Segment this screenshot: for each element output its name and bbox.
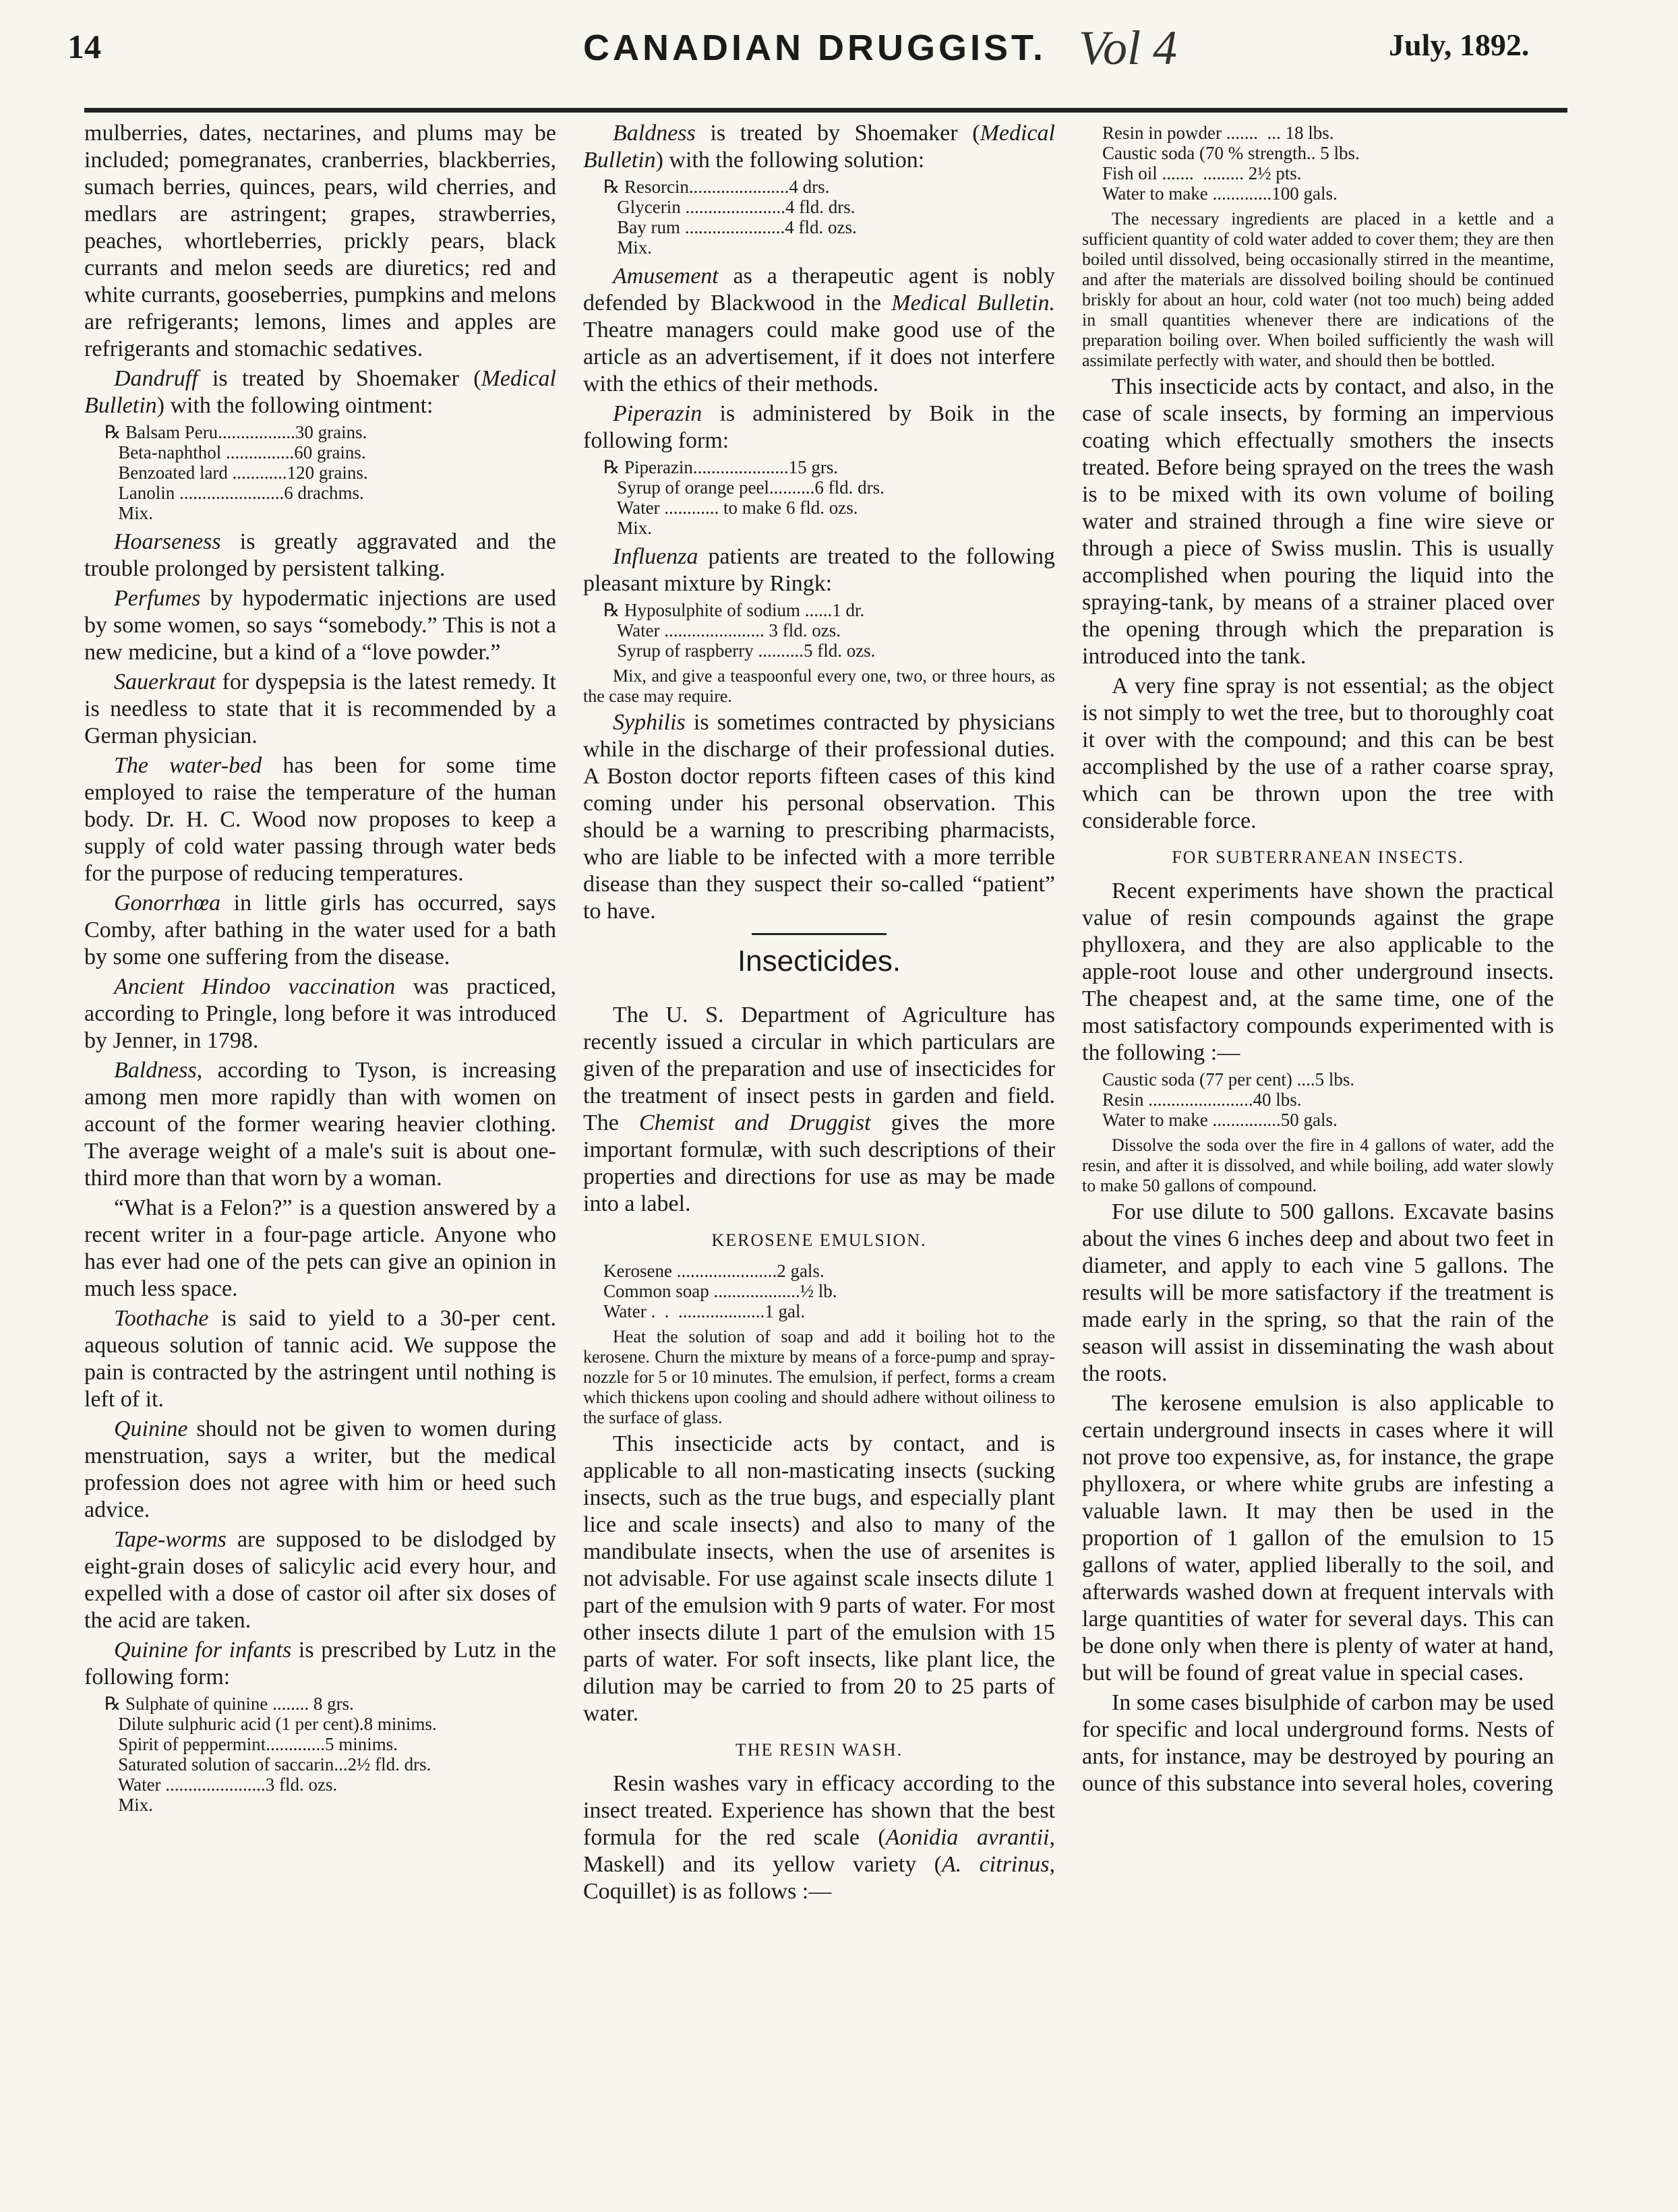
- prescription: ℞ Sulphate of quinine ........ 8 grs. Dilute sulphuric acid (1 per cent).8 minims. Spirit of peppermint.............5 minims. Saturated solution of saccarin...2½ fld. drs. Water ......................3 fld. ozs. Mix.: [104, 1694, 437, 1815]
- paragraph-baldness-solution: Baldness is treated by Shoemaker (Medical Bulletin) with the following solution:: [583, 121, 1055, 173]
- prescription: ℞ Resorcin......................4 drs. Glycerin ......................4 fld. drs. Bay rum ......................4 fld. ozs. Mix.: [603, 177, 857, 258]
- prescription: ℞ Hyposulphite of sodium ......1 dr. Water ...................... 3 fld. ozs. Syrup of raspberry ..........5 fld. ozs.: [603, 600, 876, 661]
- paragraph: A very fine spray is not essential; as the object is not simply to wet the tree, but to thoroughly coat it over with the compound; and this can be best accomplished by the use of a rather coarse spray, which can be thrown upon the tree with considerable force.: [1082, 674, 1554, 833]
- paragraph-hoarseness: Hoarseness is greatly aggravated and the trouble prolonged by persistent talking.: [84, 529, 556, 581]
- paragraph: For use dilute to 500 gallons. Excavate basins about the vines 6 inches deep and about two feet in diameter, and apply to each vine 5 gallons. The results will be more satisfactory if the treatment is made early in the spring, so that the rain of the season will assist in disseminating the wash about the roots.: [1082, 1199, 1554, 1386]
- paragraph-quinine: Quinine should not be given to women during menstruation, says a writer, but the medical profession does not agree with him or heed such advice.: [84, 1416, 556, 1522]
- kerosene-note: Heat the solution of soap and add it boiling hot to the kerosene. Churn the mixture by means of a force-pump and spray-nozzle for 5 or 10 minutes. The emulsion, if perfect, forms a cream which thickens upon cooling and should adhere without oiliness to the surface of glass.: [583, 1327, 1055, 1427]
- paragraph: Recent experiments have shown the practical value of resin compounds against the grape phylloxera, and they are also applicable to the apple-root louse and other underground insects. The cheapest and, at the same time, one of the most satisfactory compounds experimented with is the following :—: [1082, 878, 1554, 1065]
- paragraph-perfumes: Perfumes by hypodermatic injections are used by some women, so says “somebody.” This is not a new medicine, but a kind of a “love powder.”: [84, 586, 556, 665]
- prescription: Caustic soda (77 per cent) ....5 lbs. Resin .......................40 lbs. Water to make ...............50 gals.: [1102, 1069, 1355, 1130]
- section-heading: Insecticides.: [583, 948, 1055, 975]
- paragraph-waterbed: The water-bed has been for some time employed to raise the temperature of the human body. Dr. H. C. Wood now proposes to keep a supply of cold water passing through water beds for the purpose of reducing temperatures.: [84, 753, 556, 886]
- prescription: ℞ Balsam Peru.................30 grains. Beta-naphthol ...............60 grains. Benzoated lard ............120 grains. Lanolin .......................6 drachms. Mix.: [104, 422, 368, 523]
- paragraph: This insecticide acts by contact, and also, in the case of scale insects, by forming an impervious coating which effectually smothers the insects treated. Before being sprayed on the trees the wash is to be mixed with its own volume of boiling water and strained through a fine wire sieve or through a piece of Swiss muslin. This is usually accomplished when pouring the liquid into the spraying-tank, by means of a strainer placed over the opening through which the preparation is introduced into the tank.: [1082, 374, 1554, 669]
- journal-title: CANADIAN DRUGGIST.: [583, 28, 1047, 68]
- column-3: [1082, 120, 1554, 1800]
- paragraph: The kerosene emulsion is also applicable to certain underground insects in cases where it will not prove too expensive, as, for instance, the grape phylloxera, or where white grubs are infesting a valuable lawn. It may then be used in the proportion of 1 gallon of the emulsion to 15 gallons of water, applied liberally to the soil, and afterwards washed down at frequent intervals with large quantities of water for several days. This can be done only when there is plenty of water at hand, but will be found of great value in special cases.: [1082, 1391, 1554, 1685]
- prescription: Kerosene ......................2 gals. Common soap ...................½ lb. Water . . ...................1 gal.: [603, 1261, 837, 1321]
- column-1: [84, 120, 556, 1820]
- resin-wash-note: The necessary ingredients are placed in a kettle and a sufficient quantity of cold water added to cover them; they are then boiled until dissolved, being occasionally stirred in the meantime, and after the materials are dissolved boiling should be continued briskly for about an hour, cold water (not too much) being added in small quantities whenever there are indications of the preparation boiling over. When boiled sufficiently the wash will assimilate perfectly with water, and should then be bottled.: [1082, 209, 1554, 370]
- page-number: 14: [67, 28, 101, 65]
- paragraph-toothache: Toothache is said to yield to a 30-per cent. aqueous solution of tannic acid. We suppose the pain is contracted by the astringent until nothing is left of it.: [84, 1306, 556, 1412]
- paragraph-syphilis: Syphilis is sometimes contracted by physicians while in the discharge of their professional duties. A Boston doctor reports fifteen cases of this kind coming under his personal observation. This should be a warning to prescribing pharmacists, who are liable to be infected with a more terrible disease than they suspect their so-called “patient” to have.: [583, 710, 1055, 924]
- paragraph-sauerkraut: Sauerkraut for dyspepsia is the latest remedy. It is needless to state that it is recommended by a German physician.: [84, 669, 556, 748]
- prescription: ℞ Piperazin.....................15 grs. Syrup of orange peel..........6 fld. drs. Water ............ to make 6 fld. ozs. Mix.: [603, 457, 885, 538]
- paragraph-contact: This insecticide acts by contact, and is applicable to all non-masticating insects (sucking insects, such as the true bugs, and especially plant lice and scale insects) and also to many of the mandibulate insects, when the use of arsenites is not advisable. For use against scale insects dilute 1 part of the emulsion with 9 parts of water. For most other insects dilute 1 part of the emulsion with 15 parts of water. For soft insects, like plant lice, the dilution may be carried to from 20 to 25 parts of water.: [583, 1431, 1055, 1726]
- paragraph-resin: Resin washes vary in efficacy according to the insect treated. Experience has shown that the best formula for the red scale (Aonidia avrantii, Maskell) and its yellow variety (A. citrinus, Coquillet) is as follows :—: [583, 1771, 1056, 1904]
- subheading-subterranean: FOR SUBTERRANEAN INSECTS.: [1172, 847, 1464, 867]
- paragraph-influenza: Influenza patients are treated to the following pleasant mixture by Ringk:: [583, 544, 1055, 596]
- paragraph-gonorrhoea: Gonorrhœa in little girls has occurred, says Comby, after bathing in the water used for a bath by some one suffering from the disease.: [84, 891, 556, 969]
- paragraph-quinine-infants: Quinine for infants is prescribed by Lutz in the following form:: [84, 1638, 556, 1690]
- prescription: Resin in powder ....... ... 18 lbs. Caustic soda (70 % strength.. 5 lbs. Fish oil ....... ......... 2½ pts. Water to make .............100 gals.: [1102, 123, 1360, 204]
- compound-note: Dissolve the soda over the fire in 4 gallons of water, add the resin, and after it is dissolved, and while boiling, add water slowly to make 50 gallons of compound.: [1082, 1135, 1554, 1195]
- paragraph-felon: “What is a Felon?” is a question answered by a recent writer in a four-page article. Anyone who has ever had one of the pets can give an opinion in much less space.: [84, 1195, 556, 1301]
- term: Dandruff: [114, 366, 198, 391]
- paragraph-baldness: Baldness, according to Tyson, is increasing among men more rapidly than with women on account of the former wearing heavier clothing. The average weight of a male's suit is about one-third more than that worn by a woman.: [84, 1058, 556, 1191]
- issue-date: July, 1892.: [1389, 28, 1530, 62]
- header-rule: [84, 108, 1567, 113]
- prescription-note: Mix, and give a teaspoonful every one, two, or three hours, as the case may require.: [583, 666, 1055, 706]
- subheading-kerosene: KEROSENE EMULSION.: [711, 1230, 927, 1250]
- paragraph-intro: The U. S. Department of Agriculture has recently issued a circular in which particulars are given of the preparation and use of insecticides for the treatment of insect pests in garden and field. The Chemist and Druggist gives the more important formulæ, with such descriptions of their properties and directions for use as may be made into a label.: [583, 1003, 1056, 1216]
- subheading-resin: THE RESIN WASH.: [735, 1740, 903, 1760]
- paragraph: In some cases bisulphide of carbon may be used for specific and local underground forms. Nests of ants, for instance, may be destroyed by pouring an ounce of this substance into several holes, covering: [1082, 1690, 1554, 1796]
- paragraph-hindoo: Ancient Hindoo vaccination was practiced, according to Pringle, long before it was introduced by Jenner, in 1798.: [84, 974, 556, 1053]
- column-2: [583, 120, 1055, 1908]
- paragraph-dandruff: Dandruff is treated by Shoemaker (Medical Bulletin) with the following ointment:: [84, 366, 556, 418]
- paragraph-piperazin: Piperazin is administered by Boik in the following form:: [583, 401, 1055, 453]
- paragraph-tapeworms: Tape-worms are supposed to be dislodged by eight-grain doses of salicylic acid every hour, and expelled with a dose of castor oil after six doses of the acid are taken.: [84, 1527, 556, 1633]
- handwritten-note: Vol 4: [1079, 21, 1178, 75]
- paragraph-amusement: Amusement as a therapeutic agent is nobly defended by Blackwood in the Medical Bulletin. Theatre managers could make good use of the article as an advertisement, if it does not interfere with the ethics of their methods.: [583, 264, 1056, 396]
- paragraph: mulberries, dates, nectarines, and plums may be included; pomegranates, cranberries, blackberries, sumach berries, quinces, pears, wild cherries, and medlars are astringent; grapes, strawberries, peaches, whortleberries, prickly pears, black currants and melon seeds are diuretics; red and white currants, gooseberries, pumpkins and melons are refrigerants; lemons, limes and apples are refrigerants and stomachic sedatives.: [84, 121, 556, 361]
